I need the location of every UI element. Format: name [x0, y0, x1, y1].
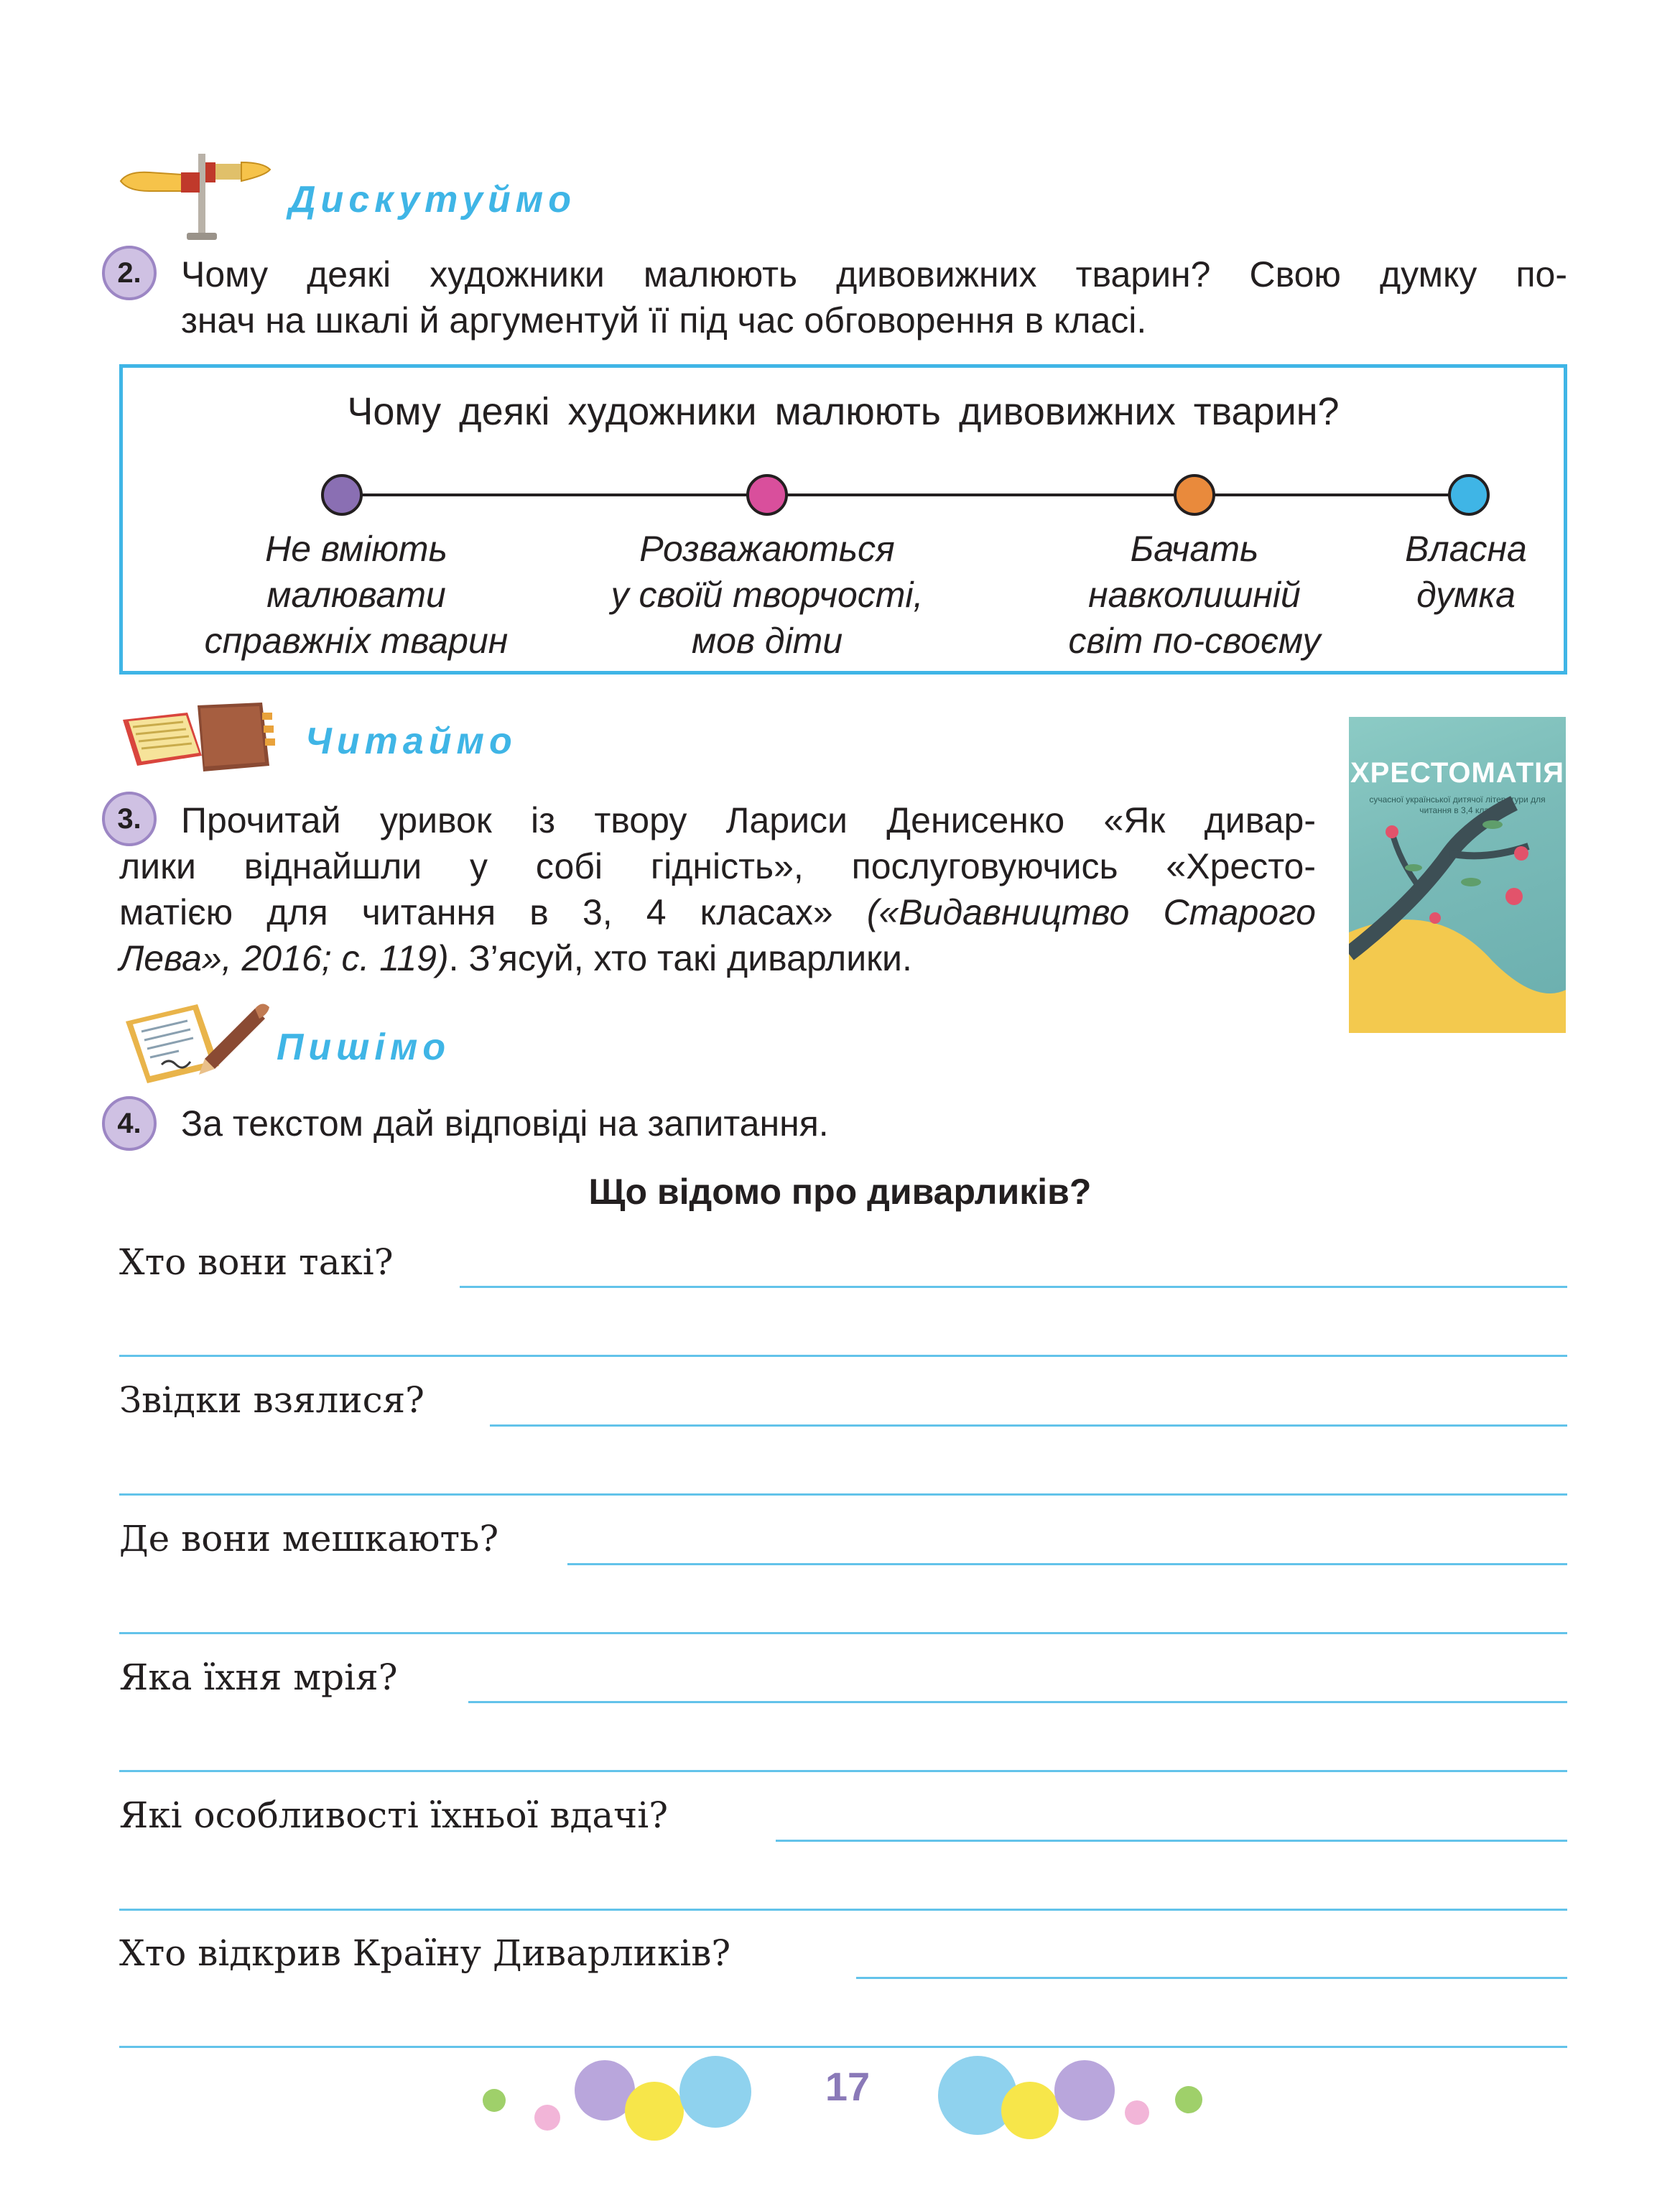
task2-text [181, 251, 1567, 343]
question-label: Яка їхня мрія? [119, 1656, 398, 1698]
answer-line[interactable] [468, 1701, 1567, 1703]
answer-line[interactable] [119, 1909, 1567, 1911]
answer-line[interactable] [119, 1355, 1567, 1357]
scale-point[interactable] [1448, 474, 1490, 516]
task-number-badge: 4. [102, 1096, 157, 1151]
answer-line[interactable] [119, 1632, 1567, 1634]
answer-line[interactable] [567, 1563, 1567, 1565]
page-number: 17 [825, 2064, 871, 2109]
scale-option: Розважаються у своїй творчості, мов діти [611, 529, 924, 661]
clipboard-pen-icon [119, 993, 277, 1086]
scale-line [335, 493, 1484, 496]
task2-line: знач на шкалі й аргументуй її під час обговорення в класі. [181, 300, 1147, 340]
task2-line: Чому деякі художники малюють дивовижних тварин? Свою думку по- [181, 254, 1567, 295]
questions-title: Що відомо про диварликів? [588, 1172, 1092, 1212]
books-icon [119, 691, 284, 784]
answer-line[interactable] [776, 1840, 1567, 1842]
answer-line[interactable] [119, 2046, 1567, 2048]
section-title-write: Пишімо [277, 1026, 451, 1068]
task-number-badge: 2. [102, 246, 157, 300]
answer-line[interactable] [460, 1286, 1567, 1288]
task3-line: Прочитай уривок із твору Лариси Денисенко «Як дивар- [181, 800, 1316, 840]
answer-line[interactable] [856, 1977, 1567, 1979]
task3-text-cont [119, 843, 1316, 981]
question-label: Які особливості їхньої вдачі? [119, 1794, 669, 1836]
question-label: Де вони мешкають? [119, 1518, 499, 1560]
question-label: Хто відкрив Країну Диварликів? [119, 1932, 731, 1974]
scale-option: Не вміють малювати справжніх тварин [204, 529, 509, 661]
task3-text [181, 797, 1316, 843]
opinion-scale [119, 364, 1567, 675]
section-title-read: Читаймо [305, 720, 517, 762]
task4-text: За текстом дай відповіді на запитання. [181, 1103, 829, 1144]
book-subtitle: сучасної української дитячої літератури для читання в 3,4 класі [1369, 794, 1546, 815]
answer-line[interactable] [119, 1770, 1567, 1772]
tree-illustration-icon [1349, 717, 1566, 1033]
scale-option: Власна думка [1405, 529, 1527, 615]
book-cover-image [1349, 717, 1566, 1033]
scale-point[interactable] [1174, 474, 1215, 516]
question-label: Звідки взялися? [119, 1379, 424, 1421]
book-title: ХРЕСТОМАТІЯ [1350, 757, 1564, 789]
task3-line: матією для читання в 3, 4 класах» («Видавництво Старого [119, 892, 1316, 932]
task-number-badge: 3. [102, 792, 157, 846]
scale-point[interactable] [321, 474, 363, 516]
answer-line[interactable] [119, 1493, 1567, 1496]
question-label: Хто вони такі? [119, 1241, 394, 1283]
task3-line: лики віднайшли у собі гідність», послуговуючись «Хресто- [119, 846, 1316, 886]
task3-line: Лева», 2016; с. 119). З’ясуй, хто такі диварлики. [119, 938, 912, 978]
signpost-hands-icon [115, 149, 273, 243]
section-title-discuss: Дискутуймо [289, 179, 577, 221]
scale-point[interactable] [746, 474, 788, 516]
scale-option: Бачать навколишній світ по-своєму [1068, 529, 1321, 661]
answer-line[interactable] [490, 1424, 1567, 1427]
scale-question: Чому деякі художники малюють дивовижних тварин? [347, 390, 1340, 433]
